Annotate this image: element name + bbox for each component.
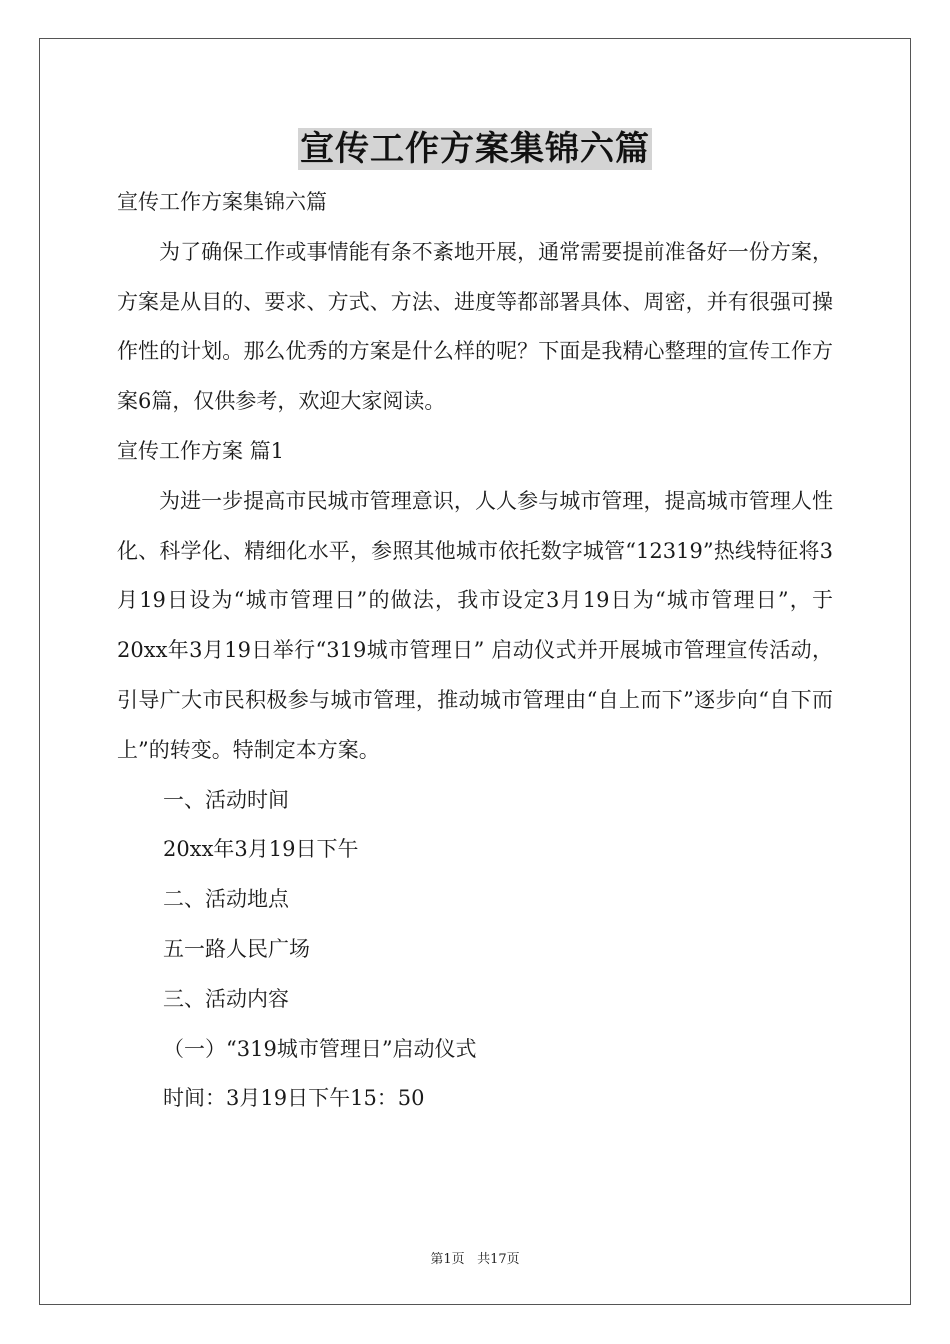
document-title: 宣传工作方案集锦六篇 xyxy=(300,129,650,169)
title-container xyxy=(0,128,950,170)
page-number: 第1页 xyxy=(430,1252,465,1267)
ceremony-time: 时间：3月19日下午15：50 xyxy=(163,1086,425,1111)
heading-activity-content: 三、活动内容 xyxy=(163,986,289,1011)
subtitle: 宣传工作方案集锦六篇 xyxy=(117,190,327,214)
section-paragraph: 为进一步提高市民城市管理意识，人人参与城市管理，提高城市管理人性化、科学化、精细化水平，参照其他城市依托数字城管“12319”热线特征将3月19日设为“城市管理日”的做法，我市设定3月19日为“城市管理日”，于20xx年3月19日举行“319城市管理日” 启动仪式并开展城市管理宣传活动，引导广大市民积极参与城市管理，推动城市管理由“自上而下”逐步向“自下而上”的转变。特制定本方案。 xyxy=(117,488,833,762)
section-heading: 宣传工作方案 篇1 xyxy=(117,438,285,463)
intro-paragraph: 为了确保工作或事情能有条不紊地开展，通常需要提前准备好一份方案，方案是从目的、要求、方式、方法、进度等都部署具体、周密，并有很强可操作性的计划。那么优秀的方案是什么样的呢？下面是我精心整理的宣传工作方案6篇，仅供参考，欢迎大家阅读。 xyxy=(117,239,833,414)
document-body xyxy=(117,178,833,1124)
activity-time-value: 20xx年3月19日下午 xyxy=(163,837,359,862)
heading-activity-time: 一、活动时间 xyxy=(163,787,289,812)
heading-activity-location: 二、活动地点 xyxy=(163,887,289,912)
total-pages: 共17页 xyxy=(477,1252,520,1267)
page-footer xyxy=(0,1248,950,1267)
activity-location-value: 五一路人民广场 xyxy=(163,936,310,961)
subheading-launch-ceremony: （一）“319城市管理日”启动仪式 xyxy=(163,1036,477,1061)
